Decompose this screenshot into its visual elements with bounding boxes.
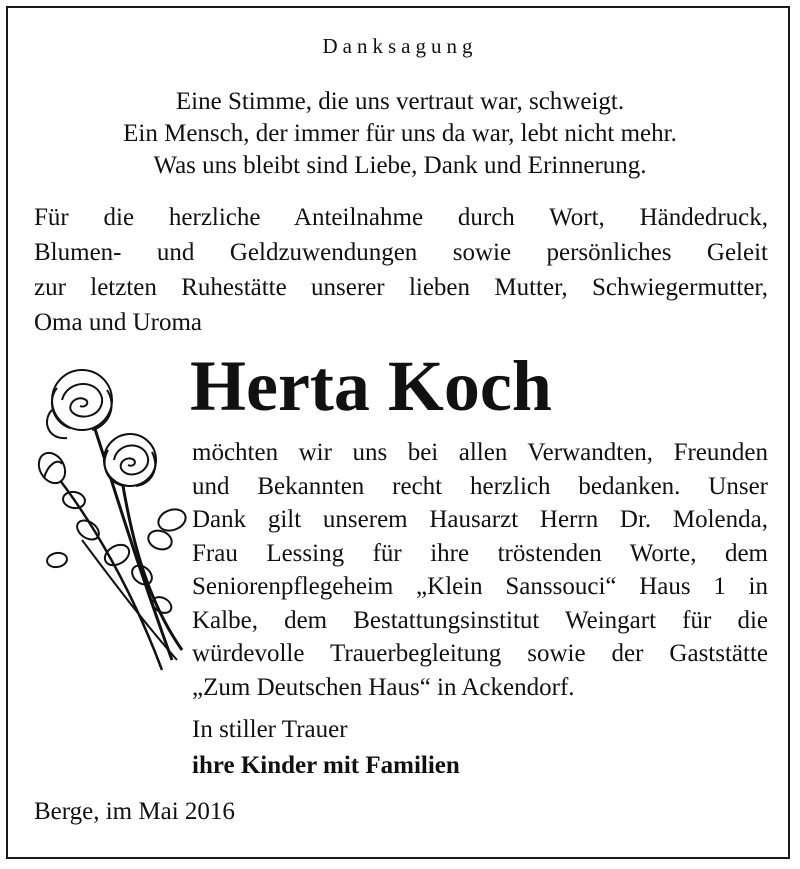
- closing-block: [192, 712, 460, 784]
- intro-line: Blumen- und Geldzuwendungen sowie persönliches Geleit: [34, 239, 768, 266]
- notice-heading: Danksagung: [322, 34, 478, 58]
- body-line: „Zum Deutschen Haus“ in Ackendorf.: [192, 673, 575, 701]
- body-line: Seniorenpflegeheim „Klein Sanssouci“ Haus 1 in: [192, 573, 768, 600]
- roses-icon: [22, 360, 194, 690]
- body-line: Frau Lessing für ihre tröstenden Worte, dem: [192, 539, 768, 567]
- body-line: würdevolle Trauerbegleitung sowie der Gaststätte: [192, 640, 768, 667]
- intro-line: zur letzten Ruhestätte unserer lieben Mutter, Schwiegermutter,: [34, 274, 768, 301]
- place-date: Berge, im Mai 2016: [34, 798, 235, 825]
- deceased-name: Herta Koch: [190, 346, 552, 426]
- body-line: Dank gilt unserem Hausarzt Herrn Dr. Molenda,: [192, 506, 768, 533]
- body-paragraph: [192, 436, 768, 704]
- intro-line: Oma und Uroma: [34, 309, 203, 336]
- poem-line: Eine Stimme, die uns vertraut war, schweigt.: [175, 88, 625, 115]
- closing-line: In stiller Trauer: [192, 716, 348, 743]
- intro-paragraph: [34, 200, 768, 340]
- body-line: Kalbe, dem Bestattungsinstitut Weingart für die: [192, 606, 768, 634]
- signature: ihre Kinder mit Familien: [192, 752, 460, 779]
- poem-line: Ein Mensch, der immer für uns da war, lebt nicht mehr.: [123, 120, 677, 147]
- body-line: möchten wir uns bei allen Verwandten, Freunden: [192, 439, 768, 466]
- intro-line: Für die herzliche Anteilnahme durch Wort, Händedruck,: [34, 204, 768, 231]
- poem-line: Was uns bleibt sind Liebe, Dank und Erinnerung.: [153, 152, 647, 179]
- body-line: und Bekannten recht herzlich bedanken. Unser: [192, 472, 768, 500]
- poem: [0, 86, 800, 182]
